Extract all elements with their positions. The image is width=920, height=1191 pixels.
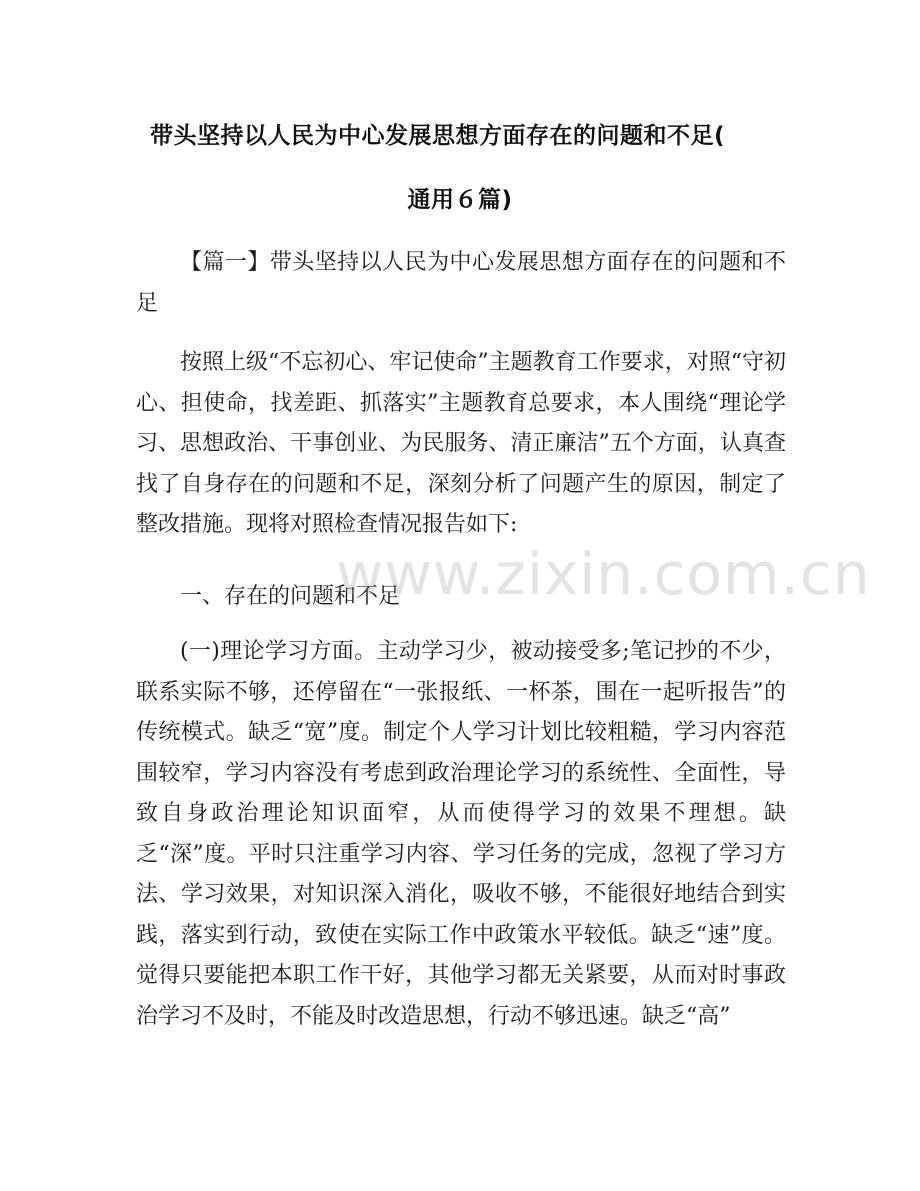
main-paragraph — [136, 632, 786, 1037]
item-heading-text: 一、存在的问题和不足 — [180, 584, 401, 609]
document-title-line2: 通用６篇) — [407, 187, 513, 213]
main-paragraph-text: (一)理论学习方面。主动学习少，被动接受多;笔记抄的不少，联系实际不够，还停留在“一张报纸、一杯茶，围在一起听报告”的传统模式。缺乏“宽”度。制定个人学习计划比较粗糙，学习内容范围较窄，学习内容没有考虑到政治理论学习的系统性、全面性，导致自身政治理论知识面窄，从而使得学习的效果不理想。缺乏“深”度。平时只注重学习内容、学习任务的完成，忽视了学习方法、学习效果，对知识深入消化，吸收不够，不能很好地结合到实践，落实到行动，致使在实际工作中政策水平较低。缺乏“速”度。觉得只要能把本职工作干好，其他学习都无关紧要，从而对时事政治学习不及时，不能及时改造思想，行动不够迅速。缺乏“高” — [136, 639, 786, 1029]
item-heading — [136, 577, 786, 618]
intro-paragraph — [136, 343, 786, 546]
section-heading-text: 【篇一】带头坚持以人民为中心发展思想方面存在的问题和不足 — [136, 250, 786, 316]
document-title-line1: 带头坚持以人民为中心发展思想方面存在的问题和不足( — [150, 123, 726, 149]
section-heading — [136, 243, 786, 324]
watermark-text: www.zixin.com.cn — [336, 540, 871, 608]
intro-paragraph-text: 按照上级“不忘初心、牢记使命”主题教育工作要求，对照“守初心、担使命，找差距、抓落实”主题教育总要求，本人围绕“理论学习、思想政治、干事创业、为民服务、清正廉洁”五个方面，认真查找了自身存在的问题和不足，深刻分析了问题产生的原因，制定了整改措施。现将对照检查情况报告如下: — [136, 350, 786, 537]
